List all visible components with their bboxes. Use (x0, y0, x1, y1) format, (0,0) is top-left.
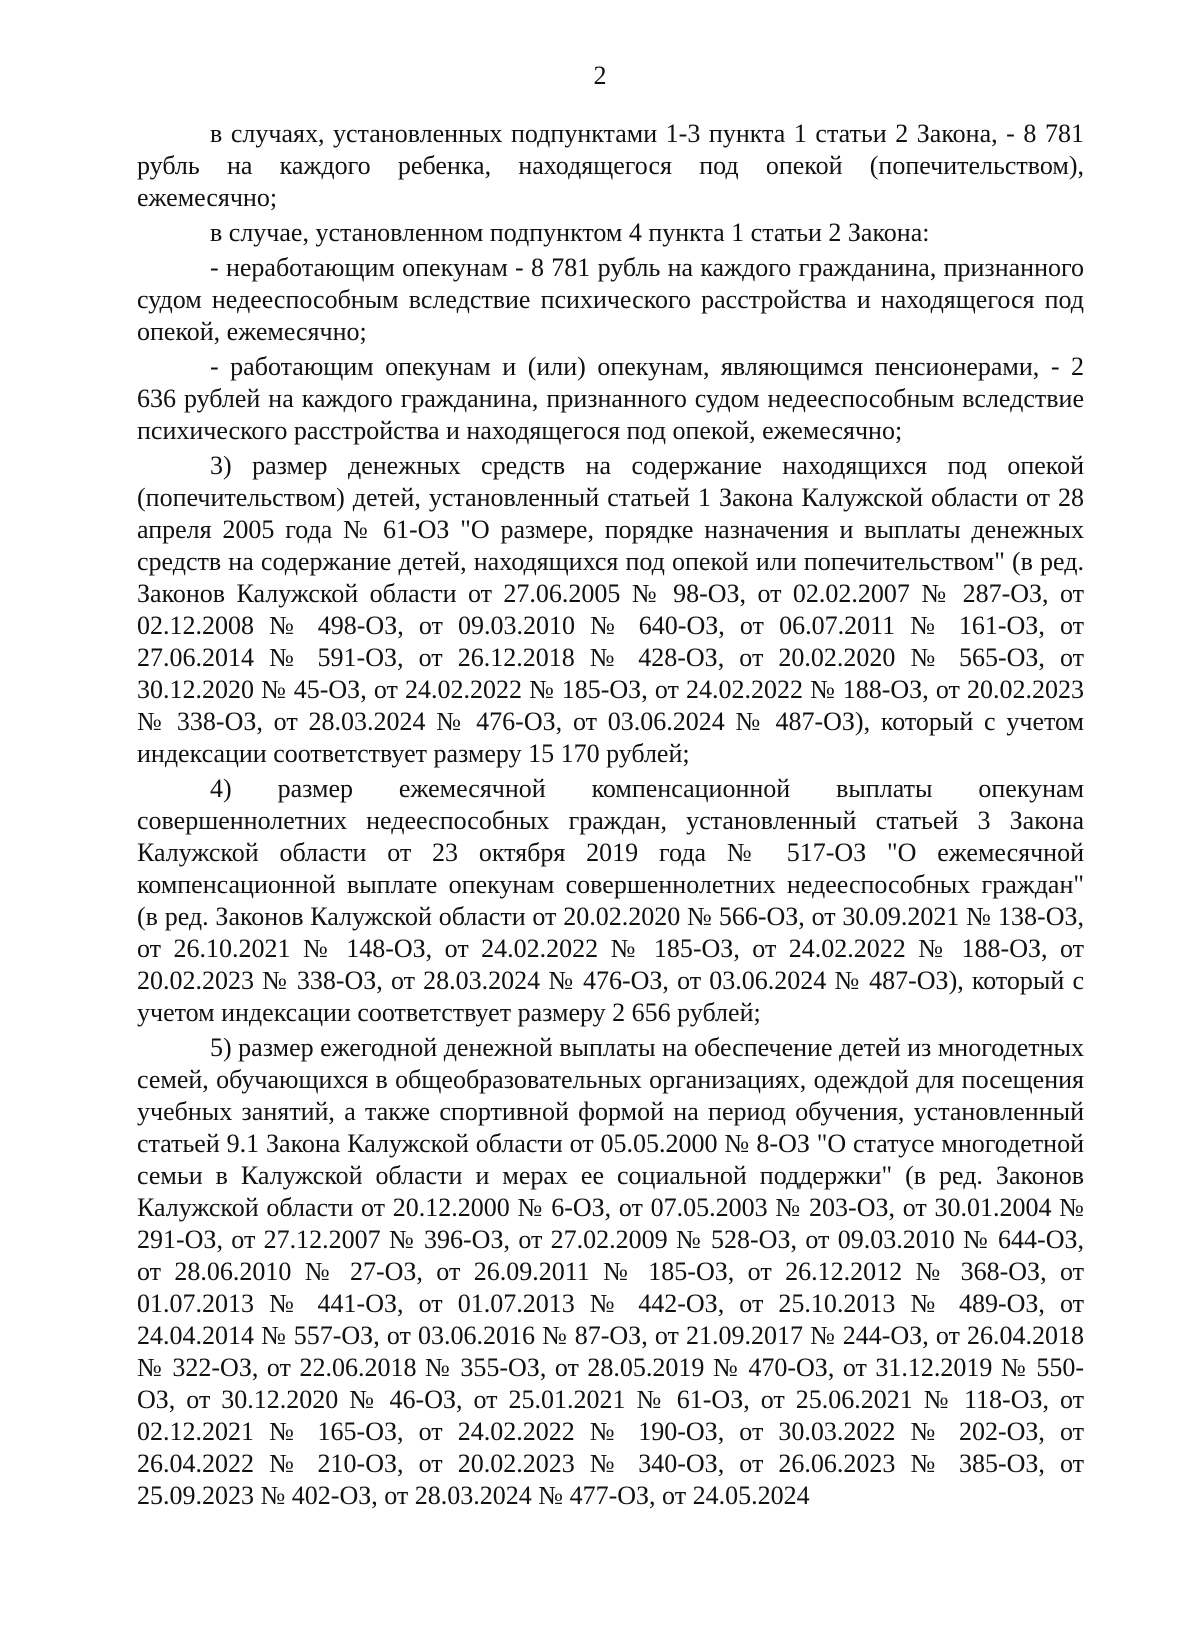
paragraph-guardianship-children: в случаях, установленных подпунктами 1-3 пункта 1 статьи 2 Закона, - 8 781 рубль на каждого ребенка, находящегося под опекой (попечительством), ежемесячно; (137, 119, 1084, 212)
paragraph-item-5: 5) размер ежегодной денежной выплаты на обеспечение детей из многодетных семей, обучающихся в общеобразовательных организациях, одеждой для посещения учебных занятий, а также спортивной формой на период обучения, установленный статьей 9.1 Закона Калужской области от 05.05.2000 № 8-ОЗ "О статусе многодетной семьи в Калужской области и мерах ее социальной поддержки" (в ред. Законов Калужской области от 20.12.2000 № 6-ОЗ, от 07.05.2003 № 203-ОЗ, от 30.01.2004 № 291-ОЗ, от 27.12.2007 № 396-ОЗ, от 27.02.2009 № 528-ОЗ, от 09.03.2010 № 644-ОЗ, от 28.06.2010 № 27-ОЗ, от 26.09.2011 № 185-ОЗ, от 26.12.2012 № 368-ОЗ, от 01.07.2013 № 441-ОЗ, от 01.07.2013 № 442-ОЗ, от 25.10.2013 № 489-ОЗ, от 24.04.2014 № 557-ОЗ, от 03.06.2016 № 87-ОЗ, от 21.09.2017 № 244-ОЗ, от 26.04.2018 № 322-ОЗ, от 22.06.2018 № 355-ОЗ, от 28.05.2019 № 470-ОЗ, от 31.12.2019 № 550-ОЗ, от 30.12.2020 № 46-ОЗ, от 25.01.2021 № 61-ОЗ, от 25.06.2021 № 118-ОЗ, от 02.12.2021 № 165-ОЗ, от 24.02.2022 № 190-ОЗ, от 30.03.2022 № 202-ОЗ, от 26.04.2022 № 210-ОЗ, от 20.02.2023 № 340-ОЗ, от 26.06.2023 № 385-ОЗ, от 25.09.2023 № 402-ОЗ, от 28.03.2024 № 477-ОЗ, от 24.05.2024 (137, 1033, 1084, 1510)
paragraph-working-guardians: - работающим опекунам и (или) опекунам, являющимся пенсионерами, - 2 636 рублей на каждого гражданина, признанного судом недееспособным вследствие психического расстройства и находящегося под опекой, ежемесячно; (137, 352, 1084, 445)
paragraph-item-3: 3) размер денежных средств на содержание находящихся под опекой (попечительством) детей, установленный статьей 1 Закона Калужской области от 28 апреля 2005 года № 61-ОЗ "О размере, порядке назначения и выплаты денежных средств на содержание детей, находящихся под опекой или попечительством" (в ред. Законов Калужской области от 27.06.2005 № 98-ОЗ, от 02.02.2007 № 287-ОЗ, от 02.12.2008 № 498-ОЗ, от 09.03.2010 № 640-ОЗ, от 06.07.2011 № 161-ОЗ, от 27.06.2014 № 591-ОЗ, от 26.12.2018 № 428-ОЗ, от 20.02.2020 № 565-ОЗ, от 30.12.2020 № 45-ОЗ, от 24.02.2022 № 185-ОЗ, от 24.02.2022 № 188-ОЗ, от 20.02.2023 № 338-ОЗ, от 28.03.2024 № 476-ОЗ, от 03.06.2024 № 487-ОЗ), который с учетом индексации соответствует размеру 15 170 рублей; (137, 451, 1084, 768)
page-number: 2 (593, 61, 607, 90)
document-body (137, 118, 1084, 1512)
paragraph-item-4: 4) размер ежемесячной компенсационной выплаты опекунам совершеннолетних недееспособных граждан, установленный статьей 3 Закона Калужской области от 23 октября 2019 года № 517-ОЗ "О ежемесячной компенсационной выплате опекунам совершеннолетних недееспособных граждан" (в ред. Законов Калужской области от 20.02.2020 № 566-ОЗ, от 30.09.2021 № 138-ОЗ, от 26.10.2021 № 148-ОЗ, от 24.02.2022 № 185-ОЗ, от 24.02.2022 № 188-ОЗ, от 20.02.2023 № 338-ОЗ, от 28.03.2024 № 476-ОЗ, от 03.06.2024 № 487-ОЗ), который с учетом индексации соответствует размеру 2 656 рублей; (137, 774, 1084, 1027)
paragraph-subpoint-4-intro: в случае, установленном подпунктом 4 пункта 1 статьи 2 Закона: (210, 218, 930, 247)
paragraph-non-working-guardians: - неработающим опекунам - 8 781 рубль на каждого гражданина, признанного судом недееспособным вследствие психического расстройства и находящегося под опекой, ежемесячно; (137, 253, 1084, 346)
